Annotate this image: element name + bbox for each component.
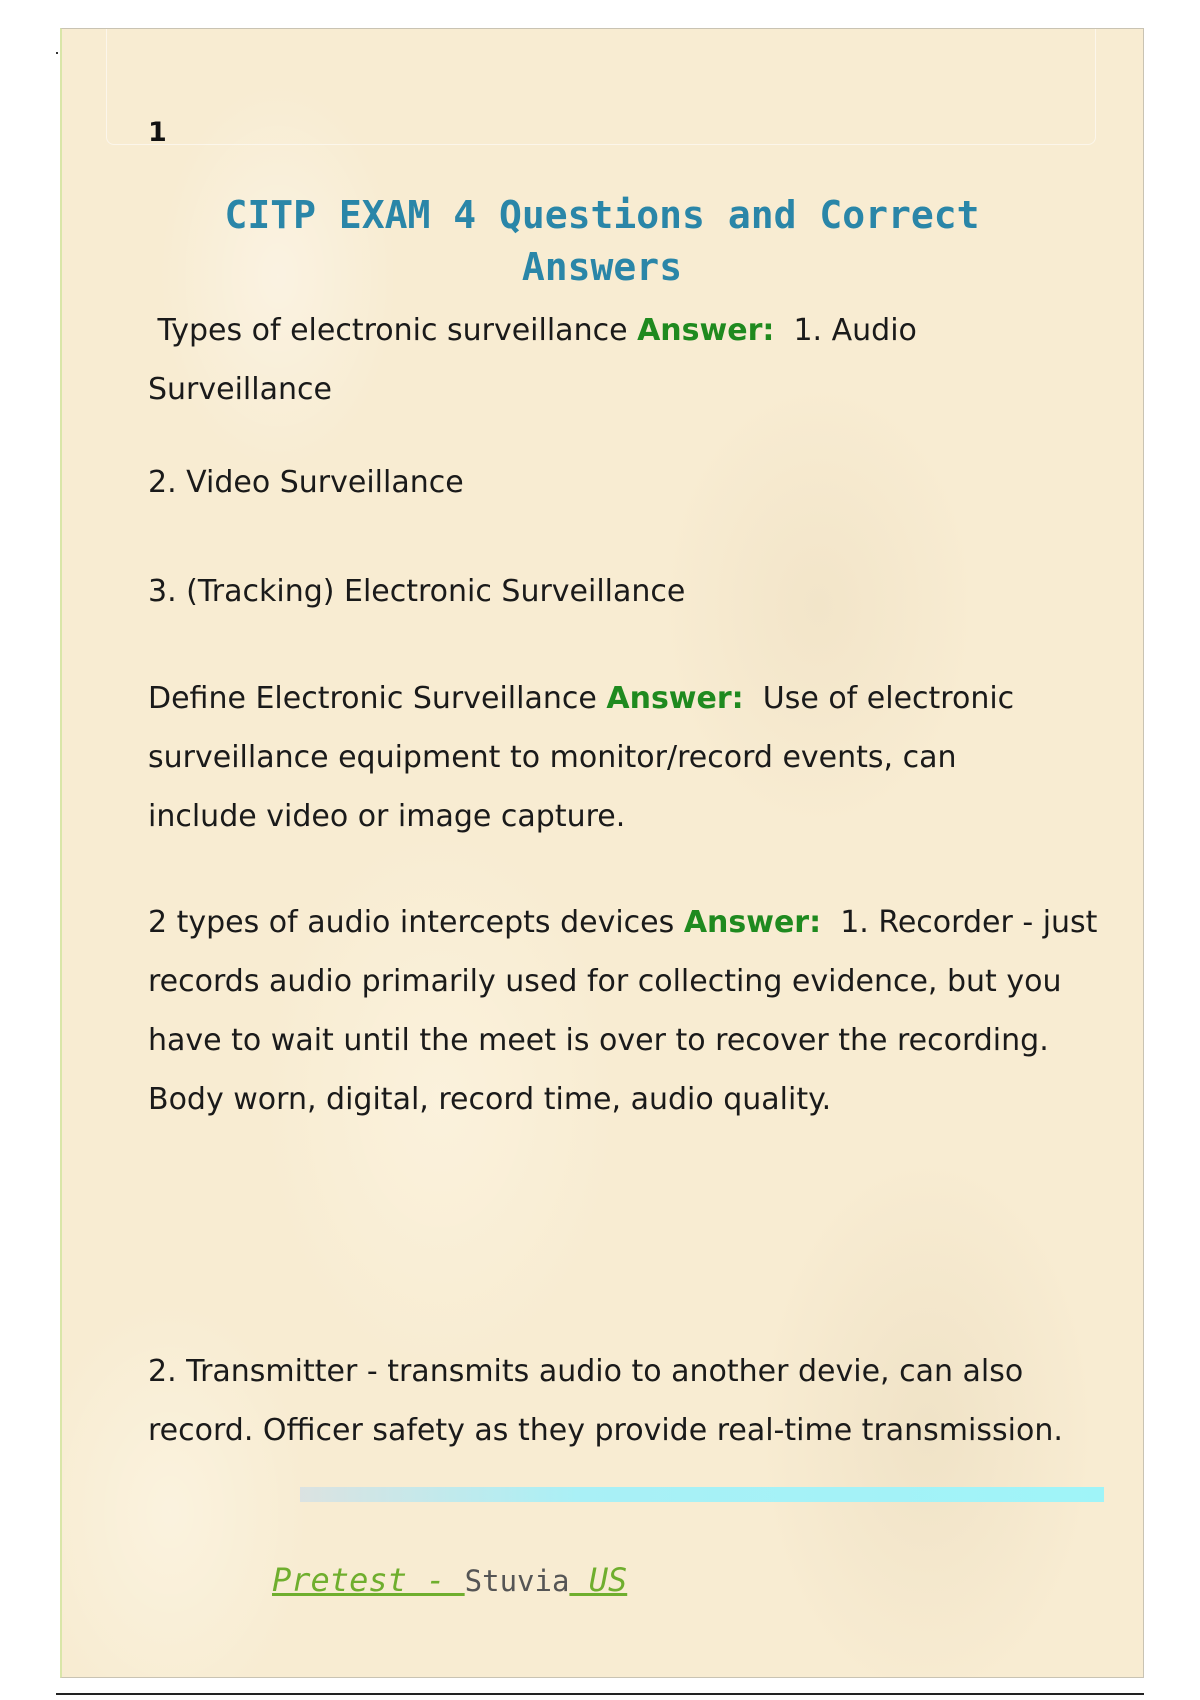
qa-item-3 (148, 893, 1108, 1129)
answer-text: 1. Audio Surveillance (148, 313, 917, 407)
answer-text: 1. Recorder - just records audio primarily used for collecting evidence, but you have to wait until the meet is over to recover the recording. Body worn, digital, record time, audio quality. (148, 905, 1098, 1117)
header-frame (106, 29, 1096, 145)
document-page (60, 28, 1144, 1678)
answer-label: Answer: (683, 905, 822, 940)
qa-item-1-line-3: 3. (Tracking) Electronic Surveillance (148, 574, 686, 609)
answer-label: Answer: (637, 313, 775, 348)
question-text: 2 types of audio intercepts devices (148, 905, 675, 940)
footer-us-link[interactable]: US (569, 1561, 628, 1599)
answer-text: Use of electronic surveillance equipment to monitor/record events, can include video or image capture. (148, 681, 1015, 834)
qa-item-1-line-2: 2. Video Surveillance (148, 465, 464, 500)
qa-item-1 (148, 301, 1048, 419)
question-text: Types of electronic surveillance (157, 313, 628, 348)
page-title: CITP EXAM 4 Questions and Correct Answers (224, 193, 980, 289)
highlight-bar (300, 1487, 1104, 1502)
footer (272, 1560, 627, 1601)
answer-label: Answer: (606, 681, 744, 716)
qa-item-3-line-2: 2. Transmitter - transmits audio to another devie, can also record. Officer safety as they provide real-time transmission. (148, 1354, 1063, 1448)
qa-item-2 (148, 669, 1038, 846)
corner-mark (56, 52, 58, 54)
bottom-rule (56, 1693, 1144, 1695)
page-number: 1 (148, 117, 167, 148)
footer-pretest-link[interactable]: Pretest - (272, 1561, 465, 1599)
footer-stuvia-text: Stuvia (464, 1564, 570, 1598)
question-text: Define Electronic Surveillance (148, 681, 597, 716)
